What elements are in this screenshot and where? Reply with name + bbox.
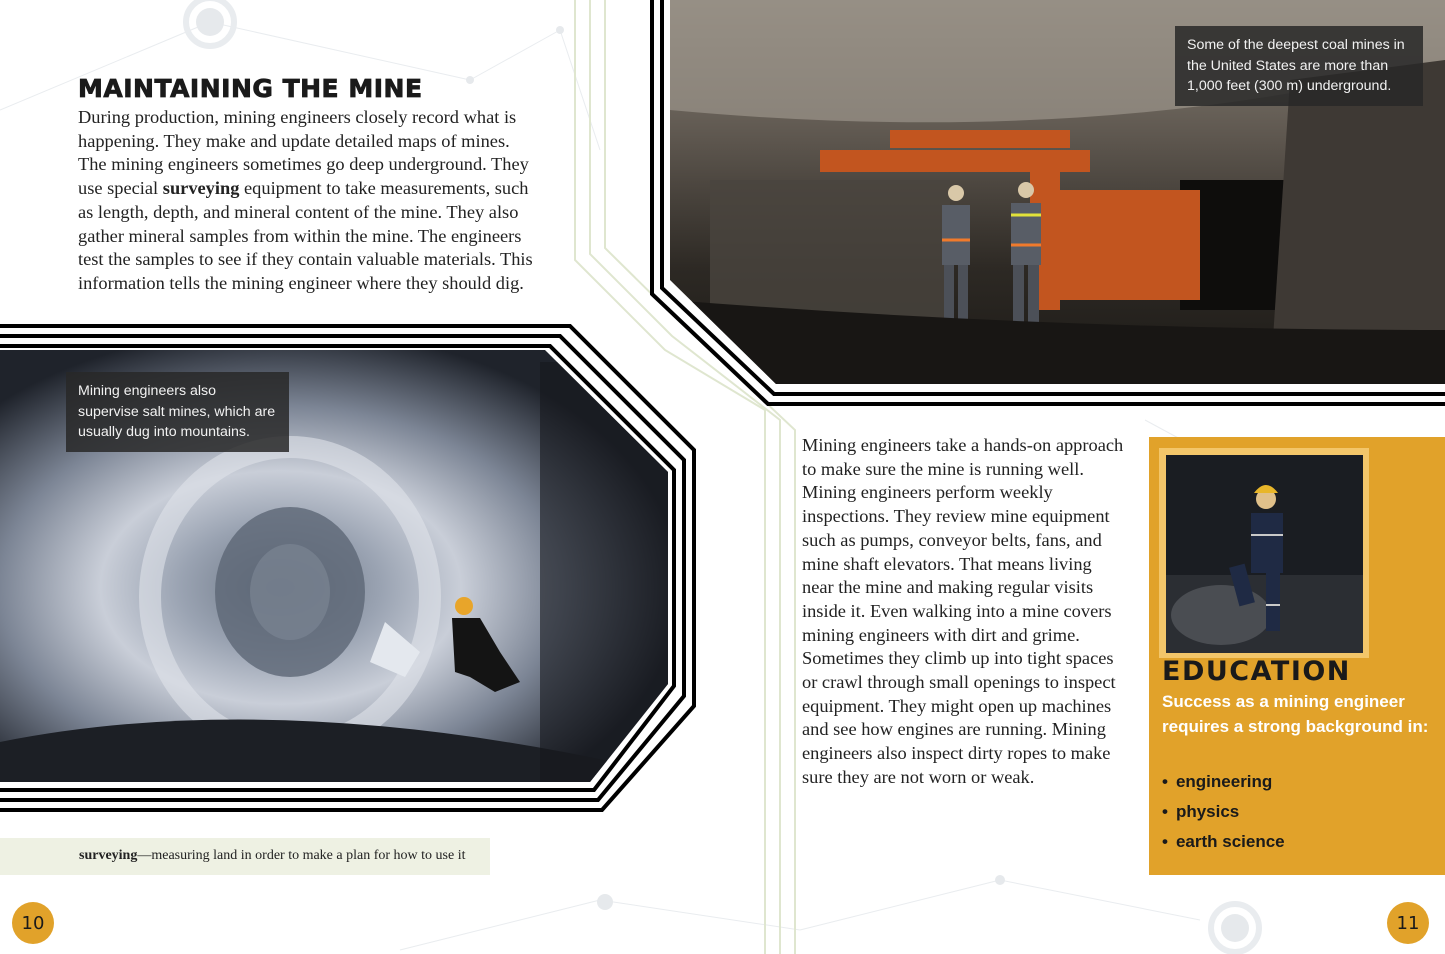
engineer-portrait-photo (1166, 455, 1363, 653)
paragraph-text-start: During production, mining engineers closely record what is happening. They make and update detailed maps of mines. The mining engineers sometimes go deep underground. They use special (78, 107, 529, 199)
education-title: EDUCATION (1162, 656, 1351, 687)
section-heading: MAINTAINING THE MINE (78, 74, 423, 103)
paragraph-text-end: equipment to take measurements, such as length, depth, and mineral content of the mine. They also gather mineral samples from within the mine. The engineers test the samples to see if they contain valuable materials. This information tells the mining engineer where they should dig. (78, 178, 533, 293)
production-paragraph (78, 106, 538, 296)
education-intro: Success as a mining engineer requires a strong background in: (1162, 692, 1429, 736)
coal-mine-caption: Some of the deepest coal mines in the United States are more than 1,000 feet (300 m) underground. (1175, 26, 1423, 106)
glossary-term-highlight: surveying (162, 178, 240, 199)
salt-mine-caption: Mining engineers also supervise salt mines, which are usually dug into mountains. (66, 372, 289, 452)
education-item-earth-science: • earth science (1162, 829, 1285, 859)
glossary-definition: —measuring land in order to make a plan for how to use it (137, 848, 466, 863)
education-item-engineering: • engineering (1162, 769, 1285, 799)
inspection-paragraph: Mining engineers take a hands-on approach to make sure the mine is running well. Mining engineers perform weekly inspections. They review mine equipment such as pumps, conveyor belts, fans, and mine shaft elevators. That means living near the mine and making regular visits inside it. Even walking into a mine covers mining engineers with dirt and grime. Sometimes they climb up into tight spaces or crawl through small openings to inspect equipment. They might open up machines and see how engines are running. Mining engineers also inspect dirty ropes to make sure they are not worn or weak. (802, 435, 1124, 787)
page-number-left: 10 (12, 902, 54, 944)
education-list (1162, 769, 1285, 859)
glossary-entry (79, 848, 465, 864)
education-item-physics: • physics (1162, 799, 1285, 829)
page-number-right: 11 (1387, 902, 1429, 944)
glossary-term: surveying (79, 848, 138, 863)
